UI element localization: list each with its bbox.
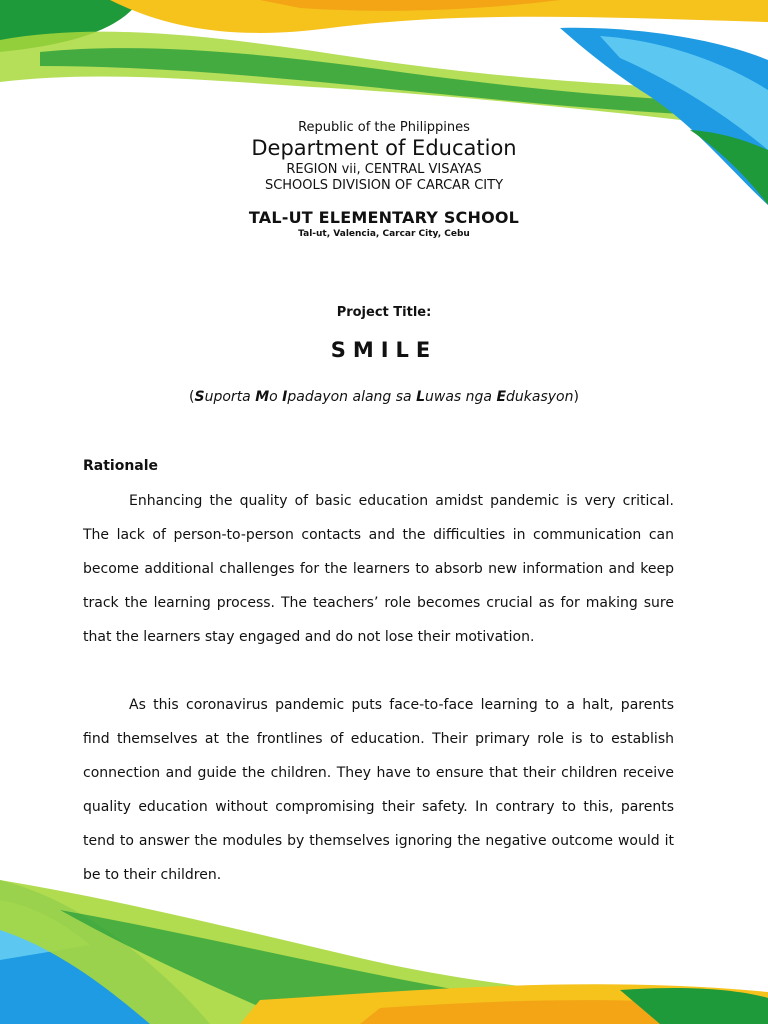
expansion-close-paren: ): [573, 389, 579, 405]
project-acronym-expansion: [0, 389, 768, 405]
expansion-initial-s: S: [194, 389, 205, 405]
expansion-word-suporta: uporta: [204, 389, 256, 405]
rationale-paragraph: Enhancing the quality of basic education amidst pandemic is very critical. The lack of person-to-person contacts and the difficulties in communication can become additional challenges for the learners to absorb new information and keep track the learning process. The teachers’ role becomes crucial as for making sure that the learners stay engaged and do not lose their motivation.: [83, 493, 674, 645]
school-name: TAL-UT ELEMENTARY SCHOOL: [248, 208, 520, 227]
project-title-label: Project Title:: [336, 305, 432, 320]
header-republic: Republic of the Philippines: [298, 120, 470, 135]
expansion-initial-l: L: [416, 389, 425, 405]
expansion-word-luwas: uwas nga: [425, 389, 497, 405]
expansion-initial-e: E: [496, 389, 507, 405]
school-address: Tal-ut, Valencia, Carcar City, Cebu: [298, 229, 470, 239]
expansion-word-edukasyon: dukasyon: [506, 389, 574, 405]
expansion-word-ipadayon: padayon alang sa: [287, 389, 417, 405]
project-acronym: SMILE: [330, 338, 438, 362]
expansion-open-paren: (: [189, 389, 195, 405]
rationale-heading: Rationale: [83, 458, 159, 474]
expansion-initial-m: M: [255, 389, 270, 405]
header-department: Department of Education: [251, 136, 517, 160]
header-region: REGION vii, CENTRAL VISAYAS: [286, 162, 482, 177]
rationale-paragraph: As this coronavirus pandemic puts face-to-face learning to a halt, parents find themselves at the frontlines of education. Their primary role is to establish connection and guide the children. They have to ensure that their children receive quality education without compromising their safety. In contrary to this, parents tend to answer the modules by themselves ignoring the negative outcome would it be to their children.: [83, 697, 674, 883]
expansion-initial-i: I: [282, 389, 288, 405]
expansion-word-mo: o: [269, 389, 283, 405]
header-division: SCHOOLS DIVISION OF CARCAR CITY: [264, 178, 504, 193]
